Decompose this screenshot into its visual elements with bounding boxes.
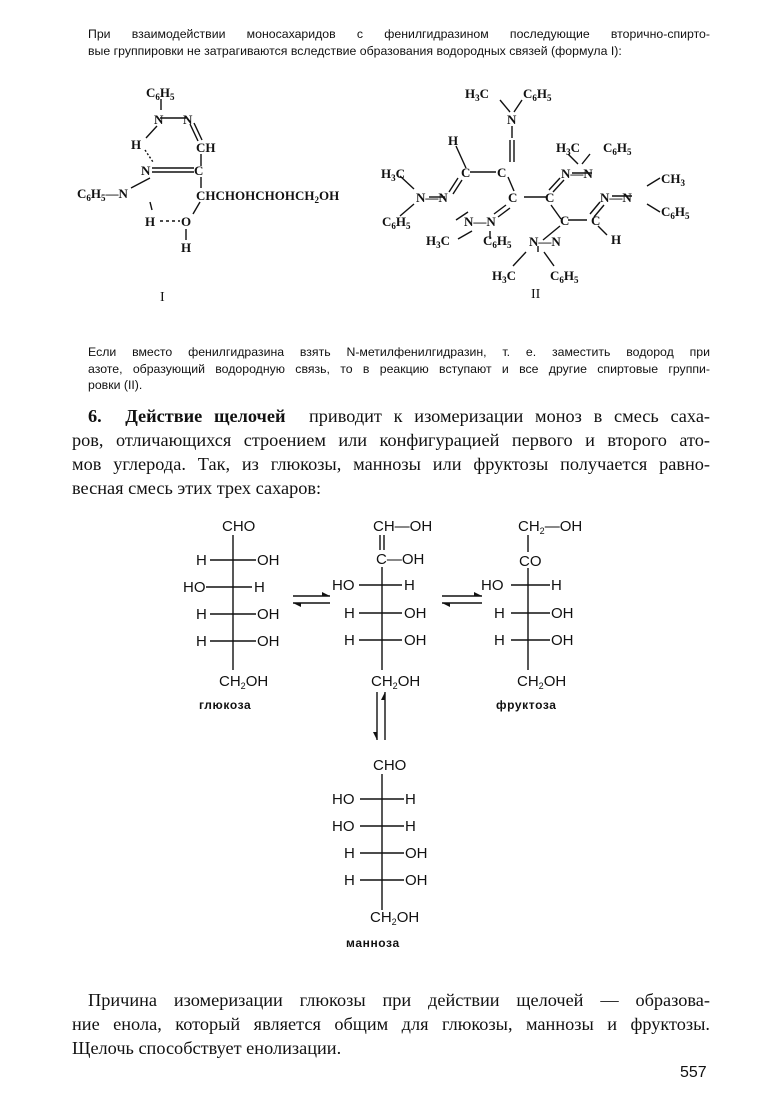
svg-text:H: H (405, 791, 416, 808)
svg-text:HO: HO (481, 577, 504, 594)
svg-text:OH: OH (405, 872, 428, 889)
formula-II-atoms (381, 86, 690, 285)
svg-text:H3C: $H_3C$ (556, 140, 581, 157)
svg-text:C—OH: C—OH (376, 551, 425, 568)
mannose-label: манноза (346, 936, 400, 950)
svg-text:C6H5—N: $C_6H_5—N$ (77, 186, 128, 203)
svg-text:H: H (145, 214, 156, 229)
svg-text:C6H5: $C_6H_5$ (382, 214, 411, 231)
formula-label-II: II (531, 287, 541, 302)
svg-text:HO: HO (332, 818, 355, 835)
section-6-line-1 (88, 404, 710, 428)
svg-text:N—N: N—N (600, 190, 632, 205)
svg-text:H: H (254, 579, 265, 596)
svg-text:H: H (404, 577, 415, 594)
svg-text:H: H (196, 552, 207, 569)
intro-line-1: При взаимодействии моносахаридов с фенилгидразином последующие вторично-спирто- (88, 27, 710, 41)
section-6-number: 6. (88, 406, 102, 426)
svg-text:CH2—OH: $CH_2—OH$ (518, 518, 583, 536)
svg-text:C: C (591, 213, 601, 228)
conclusion-line-2: ние енола, который является общим для глюкозы, маннозы и фруктозы. (72, 1014, 710, 1034)
svg-text:H: H (196, 633, 207, 650)
svg-text:H: H (344, 872, 355, 889)
svg-text:N—N: N—N (416, 190, 448, 205)
arrow-head-left-2 (442, 603, 450, 607)
svg-text:C6H5: $C_6H_5$ (661, 204, 690, 221)
conclusion-line-1: Причина изомеризации глюкозы при действии щелочей — образова- (88, 990, 710, 1010)
svg-text:C: C (560, 213, 570, 228)
mannose-fischer-lines (360, 774, 404, 910)
arrow-head-up (381, 692, 385, 700)
svg-text:O: O (181, 214, 192, 229)
svg-text:H: H (551, 577, 562, 594)
svg-text:CHO: CHO (222, 518, 256, 535)
svg-text:CH: CH (196, 140, 216, 155)
svg-text:C6H5: $C_6H_5$ (523, 86, 552, 103)
arrow-head-right-1 (322, 592, 330, 596)
glucose-fischer-lines (206, 535, 256, 670)
methyl-note-line-1: Если вместо фенилгидразина взять N-метилфенилгидразин, т. е. заместить водород при (88, 345, 710, 359)
svg-text:H3C: $H_3C$ (465, 86, 490, 103)
page-number: 557 (680, 1064, 707, 1081)
svg-text:C: C (194, 163, 204, 178)
svg-text:H: H (344, 605, 355, 622)
svg-text:CH—OH: CH—OH (373, 518, 433, 535)
conclusion-paragraph (72, 988, 710, 1060)
svg-text:HO: HO (183, 579, 206, 596)
formula-I-atoms (77, 85, 339, 255)
svg-text:OH: OH (404, 632, 427, 649)
methyl-note-line-3: ровки (II). (88, 378, 143, 392)
equilibrium-arrows (293, 596, 482, 740)
methyl-note-line-2: азоте, образующий водородную связь, то в реакцию вступают и все другие спиртовые группи- (88, 361, 710, 376)
svg-text:H: H (131, 137, 142, 152)
formula-label-I: I (160, 290, 165, 305)
section-6-line-1-rest: приводит к изомеризации моноз в смесь саха- (309, 406, 711, 426)
svg-text:C6H5: $C_6H_5$ (483, 233, 512, 250)
svg-text:H: H (196, 606, 207, 623)
svg-text:OH: OH (551, 605, 574, 622)
section-6-heading: Действие щелочей (125, 406, 286, 426)
svg-text:N: N (507, 112, 517, 127)
arrow-head-left-1 (293, 603, 301, 607)
svg-text:N—N: N—N (464, 214, 496, 229)
fructose-fischer-atoms (481, 518, 582, 691)
glucose-fischer-atoms (183, 518, 280, 691)
methyl-note (88, 344, 710, 394)
section-6-paragraph (72, 404, 711, 500)
svg-text:CH3: $CH_3$ (661, 171, 685, 188)
svg-text:CHCHOHCHOHCH2OH: $CHCHOHCHOHCH_2OH$ (196, 188, 340, 205)
section-6-line-2: ров, отличающихся строением или конфигурацией первого и второго ато- (72, 430, 710, 450)
svg-text:OH: OH (257, 633, 280, 650)
svg-text:H: H (181, 240, 192, 255)
svg-text:H3C: $H_3C$ (492, 268, 517, 285)
svg-text:CH2OH: $CH_2OH$ (371, 673, 421, 691)
svg-text:CH2OH: $CH_2OH$ (370, 909, 420, 927)
svg-text:C6H5: $C_6H_5$ (550, 268, 579, 285)
svg-text:C: C (497, 165, 507, 180)
svg-text:OH: OH (257, 552, 280, 569)
svg-text:C6H5: $C_6H_5$ (146, 85, 175, 102)
svg-text:N: N (183, 112, 193, 127)
section-6-line-4: весная смесь этих трех сахаров: (72, 478, 322, 498)
svg-text:H: H (494, 605, 505, 622)
svg-text:C: C (545, 190, 555, 205)
mannose-fischer-atoms (332, 757, 428, 927)
svg-text:H: H (494, 632, 505, 649)
svg-text:OH: OH (404, 605, 427, 622)
svg-text:H3C: $H_3C$ (381, 166, 406, 183)
svg-text:H: H (344, 632, 355, 649)
svg-text:OH: OH (405, 845, 428, 862)
svg-text:CH2OH: $CH_2OH$ (517, 673, 567, 691)
svg-text:N: N (141, 163, 151, 178)
arrow-head-down (373, 732, 377, 740)
svg-text:OH: OH (551, 632, 574, 649)
svg-text:CO: CO (519, 553, 542, 570)
svg-text:H: H (448, 133, 459, 148)
svg-text:HO: HO (332, 791, 355, 808)
svg-text:H: H (611, 232, 622, 247)
svg-text:N—N: N—N (561, 166, 593, 181)
svg-text:H3C: $H_3C$ (426, 233, 451, 250)
section-6-line-3: мов углерода. Так, из глюкозы, маннозы или фруктозы получается равно- (72, 454, 710, 474)
svg-text:C6H5: $C_6H_5$ (603, 140, 632, 157)
svg-text:C: C (508, 190, 518, 205)
intro-line-2: вые группировки не затрагиваются вследствие образования водородных связей (формула I): (88, 43, 622, 58)
svg-text:CHO: CHO (373, 757, 407, 774)
svg-text:N—N: N—N (529, 234, 561, 249)
svg-text:HO: HO (332, 577, 355, 594)
svg-text:N: N (154, 112, 164, 127)
svg-text:H: H (344, 845, 355, 862)
conclusion-line-3: Щелочь способствует енолизации. (72, 1038, 342, 1058)
svg-text:H: H (405, 818, 416, 835)
svg-text:OH: OH (257, 606, 280, 623)
svg-text:CH2OH: $CH_2OH$ (219, 673, 269, 691)
fructose-label: фруктоза (496, 698, 557, 712)
svg-text:C: C (461, 165, 471, 180)
glucose-label: глюкоза (199, 698, 252, 712)
